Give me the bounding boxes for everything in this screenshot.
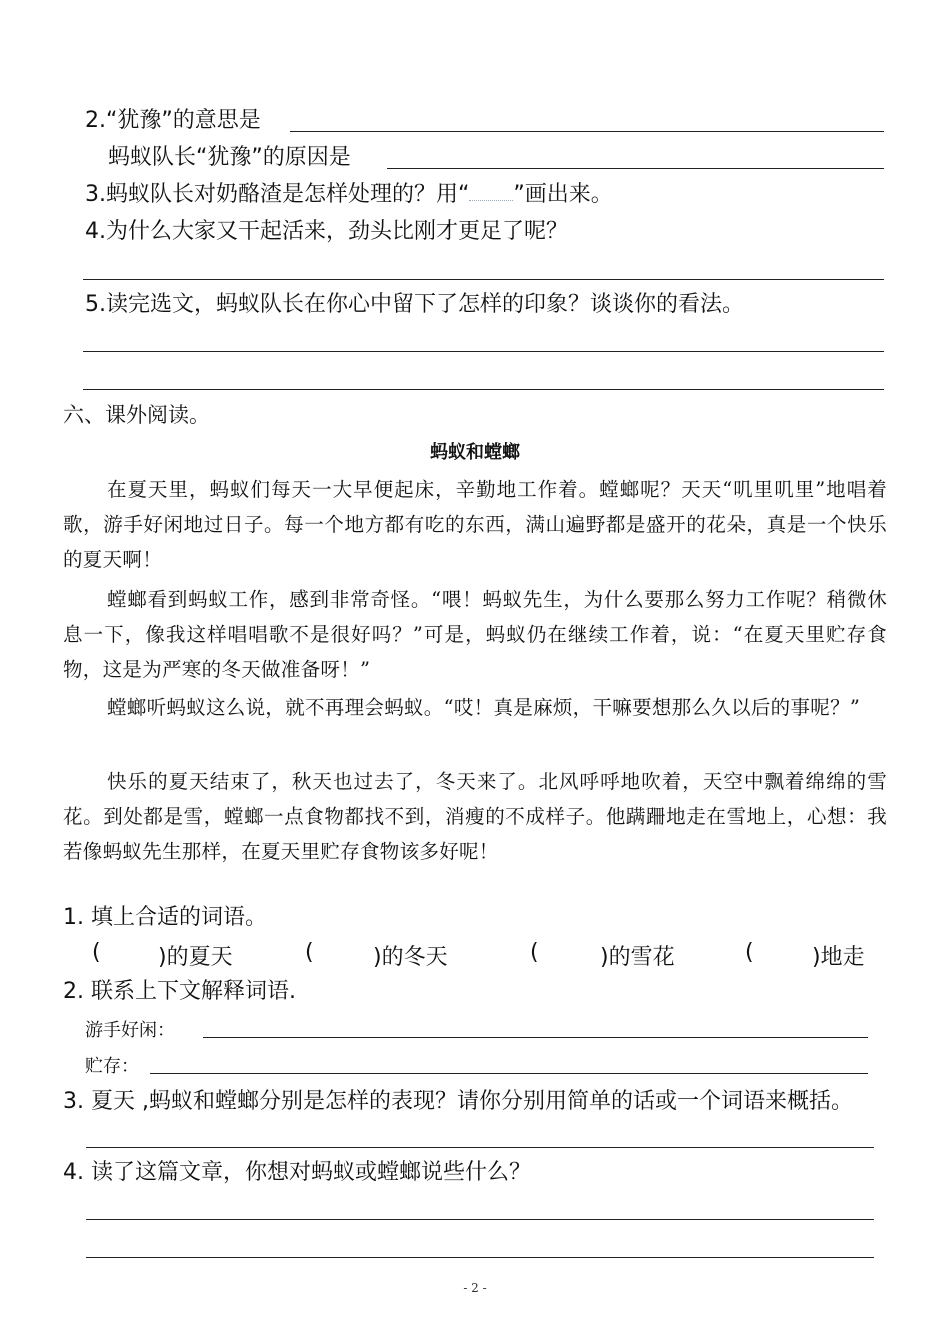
blank-open[interactable]: ( [92,940,101,965]
blank-close: )的雪花 [600,945,675,970]
page-number: - 2 - [463,1281,487,1295]
answer-line[interactable] [203,1037,868,1038]
answer-line[interactable] [86,1219,874,1220]
answer-line[interactable] [387,168,884,169]
question-5: 5.读完选文，蚂蚁队长在你心中留下了怎样的印象？谈谈你的看法。 [85,292,744,317]
answer-line[interactable] [83,389,884,390]
answer-line[interactable] [83,351,884,352]
answer-line[interactable] [290,131,884,132]
question-3 [85,180,613,210]
blank-close: )的夏天 [158,945,233,970]
question-3-text-a: 3.蚂蚁队长对奶酪渣是怎样处理的？用“ [85,182,470,207]
blank-open[interactable]: ( [530,940,539,965]
question-1: 1. 填上合适的词语。 [63,905,267,930]
answer-line[interactable] [83,279,884,280]
question-4: 4.为什么大家又干起活来，劲头比刚才更足了呢？ [85,219,568,244]
passage-paragraph: 螳螂看到蚂蚁工作，感到非常奇怪。“喂！蚂蚁先生，为什么要那么努力工作呢？稍微休息一下，像我这样唱唱歌不是很好吗？”可是，蚂蚁仍在继续工作着，说：“在夏天里贮存食物，这是为严寒的冬天做准备呀！” [63,588,887,681]
wavy-underline-sample [469,182,513,201]
word-label-1: 游手好闲： [85,1020,175,1041]
passage-paragraph: 在夏天里，蚂蚁们每天一大早便起床，辛勤地工作着。螳螂呢？天天“叽里叽里”地唱着歌，游手好闲地过日子。每一个地方都有吃的东西，满山遍野都是盛开的花朵，真是一个快乐的夏天啊！ [63,478,887,571]
answer-line[interactable] [86,1147,874,1148]
question-2: 2. 联系上下文解释词语. [63,979,296,1004]
answer-line[interactable] [86,1257,874,1258]
question-3-text-b: ”画出来。 [513,182,613,207]
question-2-meaning: 2.“犹豫”的意思是 [85,108,261,133]
section-heading: 六、课外阅读。 [63,403,210,427]
passage-title: 蚂蚁和螳螂 [430,442,520,463]
question-2-reason: 蚂蚁队长“犹豫”的原因是 [108,145,351,170]
passage-paragraph: 快乐的夏天结束了，秋天也过去了，冬天来了。北风呼呼地吹着，天空中飘着绵绵的雪花。到处都是雪，螳螂一点食物都找不到，消瘦的不成样子。他蹒跚地走在雪地上，心想：我若像蚂蚁先生那样，在夏天里贮存食物该多好呢！ [63,770,887,863]
blank-open[interactable]: ( [305,940,314,965]
question-3-summary: 3. 夏天 ,蚂蚁和螳螂分别是怎样的表现？请你分别用简单的话或一个词语来概括。 [63,1089,853,1114]
blank-close: )地走 [812,945,865,970]
question-4-message: 4. 读了这篇文章，你想对蚂蚁或螳螂说些什么？ [63,1160,531,1185]
passage-paragraph: 螳螂听蚂蚁这么说，就不再理会蚂蚁。“哎！真是麻烦，干嘛要想那么久以后的事呢？” [107,696,861,719]
blank-open[interactable]: ( [745,940,754,965]
answer-line[interactable] [150,1073,868,1074]
word-label-2: 贮存： [85,1056,139,1077]
blank-close: )的冬天 [373,945,448,970]
